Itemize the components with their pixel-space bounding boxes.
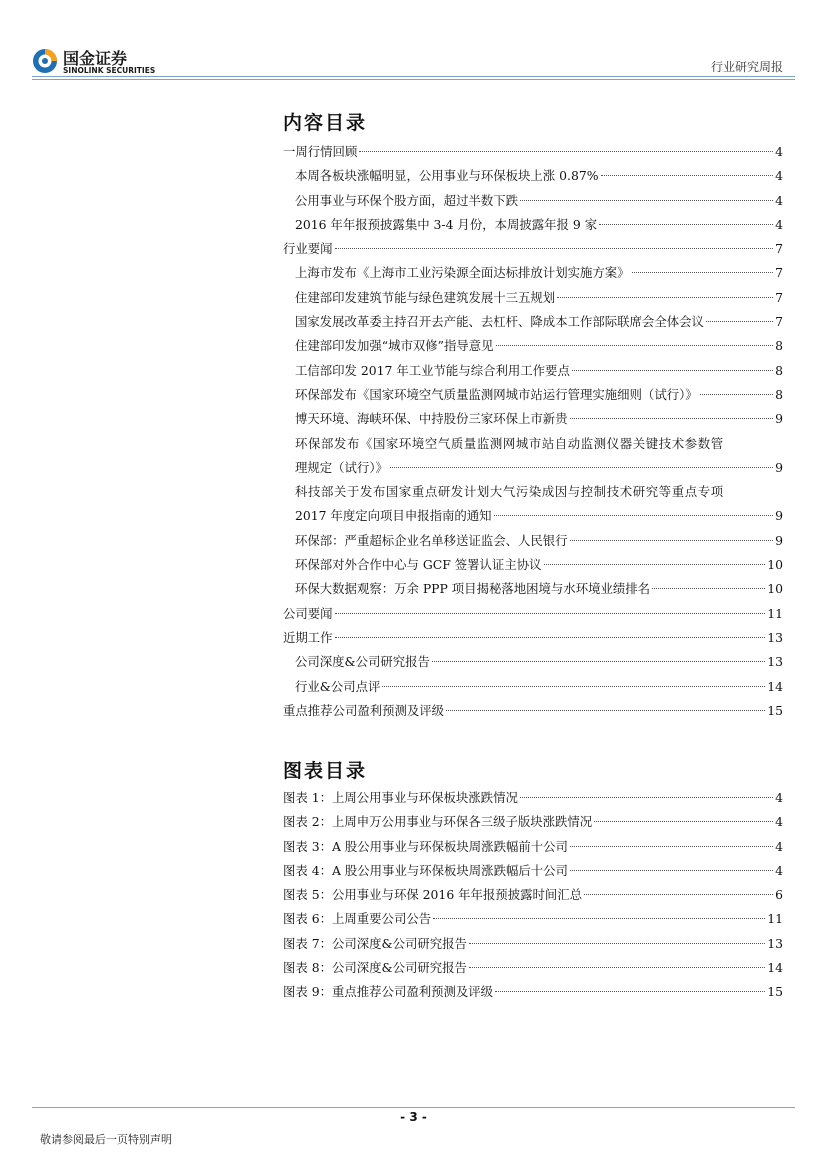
toc-entry[interactable] — [283, 810, 783, 834]
dot-leader — [494, 515, 774, 516]
toc-page-number: 4 — [775, 168, 783, 184]
header-divider — [32, 76, 795, 77]
dot-leader — [584, 894, 773, 895]
toc-entry[interactable] — [283, 189, 783, 213]
toc-entry[interactable] — [283, 577, 783, 601]
toc-page-number: 9 — [775, 459, 783, 475]
toc-entry-text: 环保大数据观察：万余 PPP 项目揭秘落地困境与水环境业绩排名 — [295, 581, 651, 597]
toc-entry-text: 图表 2：上周申万公用事业与环保各三级子版块涨跌情况 — [283, 814, 593, 830]
dot-leader — [706, 321, 773, 322]
toc-entry-text: 科技部关于发布国家重点研发计划大气污染成因与控制技术研究等重点专项 — [295, 484, 724, 500]
toc-entry-text: 一周行情回顾 — [283, 144, 358, 159]
toc-page-number: 7 — [775, 289, 783, 305]
figures-list — [283, 786, 783, 1005]
toc-entry[interactable] — [283, 602, 783, 626]
toc-page-number: 9 — [775, 508, 783, 524]
toc-entry-text: 住建部印发加强“城市双修”指导意见 — [295, 338, 494, 354]
toc-page-number: 6 — [775, 887, 783, 903]
toc-entry[interactable] — [283, 140, 783, 164]
toc-entry-text: 国家发展改革委主持召开去产能、去杠杆、降成本工作部际联席会全体会议 — [295, 314, 704, 330]
logo-english-name: SINOLINK SECURITIES — [63, 66, 156, 75]
toc-page-number: 4 — [775, 192, 783, 208]
dot-leader — [446, 710, 765, 711]
dot-leader — [652, 588, 765, 589]
toc-entry[interactable] — [283, 213, 783, 237]
sinolink-logo-icon — [32, 48, 58, 74]
toc-entry-text: 2016 年年报预披露集中 3-4 月份，本周披露年报 9 家 — [295, 216, 598, 232]
toc-entry[interactable] — [283, 553, 783, 577]
toc-page-number: 9 — [775, 411, 783, 427]
dot-leader — [432, 661, 765, 662]
dot-leader — [495, 991, 765, 992]
toc-page-number: 14 — [767, 960, 783, 976]
toc-entry[interactable] — [283, 359, 783, 383]
footer-divider — [32, 1107, 795, 1108]
dot-leader — [601, 175, 774, 176]
toc-entry[interactable] — [283, 261, 783, 285]
disclaimer-note: 敬请参阅最后一页特别声明 — [40, 1133, 172, 1146]
toc-entry-text: 本周各板块涨幅明显，公用事业与环保板块上涨 0.87% — [295, 168, 599, 184]
toc-page-number: 8 — [775, 386, 783, 402]
dot-leader — [335, 637, 766, 638]
toc-page-number: 4 — [775, 862, 783, 878]
toc-entry-text: 图表 6：上周重要公司公告 — [283, 911, 432, 927]
toc-entry[interactable] — [283, 675, 783, 699]
toc-page-number: 15 — [767, 984, 783, 1000]
toc-page-number: 15 — [767, 702, 783, 718]
toc-entry[interactable] — [283, 383, 783, 407]
toc-entry-text: 图表 3：A 股公用事业与环保板块周涨跌幅前十公司 — [283, 838, 568, 854]
dot-leader — [632, 272, 774, 273]
toc-page-number: 4 — [775, 814, 783, 830]
dot-leader — [594, 821, 773, 822]
dot-leader — [335, 613, 766, 614]
toc-entry[interactable] — [283, 237, 783, 261]
dot-leader — [390, 467, 773, 468]
dot-leader — [570, 540, 774, 541]
toc-entry-text: 上海市发布《上海市工业污染源全面达标排放计划实施方案》 — [295, 265, 630, 281]
toc-entry[interactable] — [283, 407, 783, 431]
toc-entry[interactable] — [283, 334, 783, 358]
page-number: - 3 - — [400, 1110, 427, 1124]
dot-leader — [570, 418, 774, 419]
toc-page-number: 4 — [775, 144, 783, 159]
toc-entry[interactable] — [283, 480, 783, 529]
toc-entry[interactable] — [283, 980, 783, 1004]
figures-title: 图表目录 — [283, 760, 368, 782]
toc-entry-text: 图表 5：公用事业与环保 2016 年年报预披露时间汇总 — [283, 887, 583, 903]
dot-leader — [700, 394, 773, 395]
toc-entry[interactable] — [283, 835, 783, 859]
toc-entry[interactable] — [283, 286, 783, 310]
toc-entry[interactable] — [283, 859, 783, 883]
toc-entry-text-continued: 理规定（试行）》 — [295, 459, 388, 475]
toc-entry-text: 公司要闻 — [283, 605, 333, 621]
report-type-label: 行业研究周报 — [710, 60, 783, 74]
toc-entry[interactable] — [283, 310, 783, 334]
toc-entry-text: 工信部印发 2017 年工业节能与综合利用工作要点 — [295, 362, 570, 378]
toc-entry-text: 图表 8：公司深度&公司研究报告 — [283, 960, 467, 976]
toc-entry[interactable] — [283, 956, 783, 980]
dot-leader — [469, 967, 765, 968]
toc-entry[interactable] — [283, 650, 783, 674]
dot-leader — [359, 151, 773, 152]
dot-leader — [520, 797, 773, 798]
toc-entry-text: 公用事业与环保个股方面，超过半数下跌 — [295, 192, 519, 208]
dot-leader — [572, 370, 773, 371]
toc-entry[interactable] — [283, 907, 783, 931]
toc-entry[interactable] — [283, 932, 783, 956]
toc-entry-text: 行业要闻 — [283, 241, 333, 257]
toc-page-number: 13 — [767, 935, 783, 951]
toc-entry-text: 行业&公司点评 — [295, 678, 381, 694]
dot-leader — [520, 200, 773, 201]
toc-entry-text: 图表 1：上周公用事业与环保板块涨跌情况 — [283, 790, 518, 805]
dot-leader — [544, 564, 766, 565]
dot-leader — [335, 248, 774, 249]
toc-page-number: 4 — [775, 790, 783, 805]
toc-page-number: 10 — [767, 557, 783, 573]
toc-entry[interactable] — [283, 786, 783, 810]
toc-entry-text: 环保部：严重超标企业名单移送证监会、人民银行 — [295, 532, 568, 548]
contents-list — [283, 140, 783, 723]
dot-leader — [599, 224, 773, 225]
toc-entry-text: 环保部发布《国家环境空气质量监测网城市站自动监测仪器关键技术参数管 — [295, 435, 724, 451]
toc-entry[interactable] — [283, 626, 783, 650]
toc-page-number: 8 — [775, 362, 783, 378]
toc-entry-text: 住建部印发建筑节能与绿色建筑发展十三五规划 — [295, 289, 556, 305]
toc-entry[interactable] — [283, 699, 783, 723]
toc-entry[interactable] — [283, 529, 783, 553]
page-header — [0, 0, 827, 80]
dot-leader — [496, 345, 774, 346]
toc-entry-text: 图表 4：A 股公用事业与环保板块周涨跌幅后十公司 — [283, 862, 568, 878]
toc-entry-text: 公司深度&公司研究报告 — [295, 654, 430, 670]
toc-entry-text: 图表 7：公司深度&公司研究报告 — [283, 935, 467, 951]
toc-entry-text: 环保部发布《国家环境空气质量监测网城市站运行管理实施细则（试行）》 — [295, 386, 698, 402]
toc-page-number: 4 — [775, 216, 783, 232]
dot-leader — [433, 918, 765, 919]
toc-page-number: 13 — [767, 654, 783, 670]
toc-page-number: 13 — [767, 629, 783, 645]
dot-leader — [570, 870, 773, 871]
toc-entry[interactable] — [283, 883, 783, 907]
toc-page-number: 8 — [775, 338, 783, 354]
toc-entry[interactable] — [283, 432, 783, 481]
dot-leader — [382, 686, 765, 687]
company-logo — [32, 46, 162, 78]
toc-page-number: 11 — [767, 911, 783, 927]
dot-leader — [469, 943, 765, 944]
toc-page-number: 11 — [767, 605, 783, 621]
toc-page-number: 10 — [767, 581, 783, 597]
toc-entry-text: 环保部对外合作中心与 GCF 签署认证主协议 — [295, 557, 542, 573]
header-divider-secondary — [32, 79, 795, 80]
toc-entry-text: 博天环境、海峡环保、中持股份三家环保上市新贵 — [295, 411, 568, 427]
dot-leader — [557, 297, 773, 298]
toc-entry[interactable] — [283, 164, 783, 188]
contents-title: 内容目录 — [283, 112, 368, 134]
toc-entry-text: 近期工作 — [283, 629, 333, 645]
toc-page-number: 4 — [775, 838, 783, 854]
toc-page-number: 7 — [775, 265, 783, 281]
toc-page-number: 7 — [775, 241, 783, 257]
toc-entry-text: 重点推荐公司盈利预测及评级 — [283, 702, 445, 718]
dot-leader — [570, 846, 773, 847]
toc-page-number: 7 — [775, 314, 783, 330]
toc-entry-text-continued: 2017 年度定向项目申报指南的通知 — [295, 508, 492, 524]
toc-page-number: 9 — [775, 532, 783, 548]
toc-entry-text: 图表 9：重点推荐公司盈利预测及评级 — [283, 984, 494, 1000]
toc-page-number: 14 — [767, 678, 783, 694]
logo-chinese-name: 国金证券 — [63, 49, 128, 68]
